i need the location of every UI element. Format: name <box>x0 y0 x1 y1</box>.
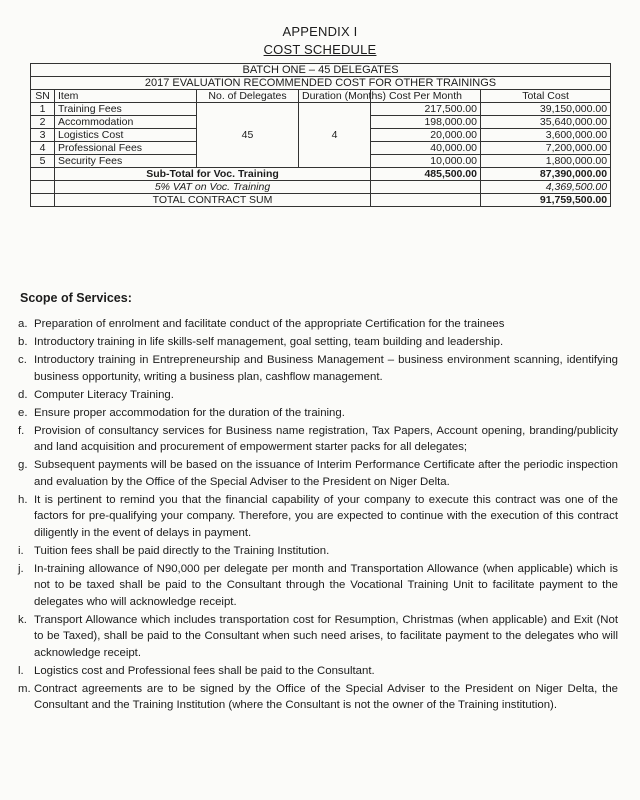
vat-cost-cell <box>371 181 481 194</box>
vat-sn-cell <box>31 181 55 194</box>
header-item: Item <box>55 90 197 103</box>
row-item: Accommodation <box>55 116 197 129</box>
row-sn: 5 <box>31 155 55 168</box>
vat-row <box>31 181 611 194</box>
row-total: 7,200,000.00 <box>481 142 611 155</box>
scope-item <box>18 492 618 542</box>
row-item: Training Fees <box>55 103 197 116</box>
scope-item <box>18 543 618 560</box>
header-row <box>31 90 611 103</box>
cost-schedule-table <box>30 63 611 207</box>
vat-label: 5% VAT on Voc. Training <box>55 181 371 194</box>
table-row <box>31 103 611 116</box>
row-total: 3,600,000.00 <box>481 129 611 142</box>
scope-letter: e. <box>18 406 28 419</box>
scope-letter: k. <box>18 613 27 626</box>
contract-total: 91,759,500.00 <box>481 194 611 207</box>
scope-letter: d. <box>18 388 28 401</box>
scope-text: Ensure proper accommodation for the duration of the training. <box>34 406 345 419</box>
scope-letter: h. <box>18 493 28 506</box>
row-item: Security Fees <box>55 155 197 168</box>
row-sn: 2 <box>31 116 55 129</box>
scope-letter: g. <box>18 459 28 471</box>
scope-text: Introductory training in life skills-self management, goal setting, team building and leadership. <box>34 336 504 348</box>
header-cost-per-month: Cost Per Month <box>371 90 481 103</box>
subtotal-row <box>31 168 611 181</box>
scope-letter: m. <box>18 682 31 695</box>
row-total: 1,800,000.00 <box>481 155 611 168</box>
header-duration: Duration (Months) <box>299 90 371 103</box>
row-cost: 10,000.00 <box>371 155 481 168</box>
appendix-title: APPENDIX I <box>282 24 358 39</box>
scope-text: Computer Literacy Training. <box>34 388 174 401</box>
scope-text: Preparation of enrolment and facilitate conduct of the appropriate Certification for the trainees <box>34 318 505 330</box>
contract-row <box>31 194 611 207</box>
scope-item <box>18 457 618 490</box>
subtotal-cost: 485,500.00 <box>371 168 481 181</box>
scope-letter: a. <box>18 318 28 330</box>
row-sn: 1 <box>31 103 55 116</box>
contract-cost-cell <box>371 194 481 207</box>
scope-text: It is pertinent to remind you that the financial capability of your company to execute this contract was one of the factors for pre-qualifying your company. Therefore, you are expected to continue with the execution of this contract diligently in the event of delays in payment. <box>34 493 618 539</box>
contract-label: TOTAL CONTRACT SUM <box>55 194 371 207</box>
scope-text: Introductory training in Entrepreneurship and Business Management – business environment scanning, identifying business opportunity, writing a business plan, cashflow management. <box>34 354 618 383</box>
scope-letter: f. <box>18 424 25 437</box>
scope-text: Contract agreements are to be signed by the Office of the Special Adviser to the President on Niger Delta, the Consultant and the Training Institution (where the Consultant is not the owner of the Training institution). <box>34 682 618 711</box>
scope-text: In-training allowance of N90,000 per delegate per month and Transportation Allowance (when applicable) which is not to be taxed shall be paid to the Consultant through the Vocational Training Unit to facilitate payment to the delegates who will acknowledge receipt. <box>34 562 618 608</box>
duration-value: 4 <box>299 103 371 168</box>
scope-letter: j. <box>18 562 24 575</box>
scope-item <box>18 681 618 714</box>
batch-row <box>31 64 611 77</box>
subtotal-sn-cell <box>31 168 55 181</box>
scope-text: Transport Allowance which includes transportation cost for Resumption, Christmas (when applicable) and Exit (Not to be Taxed), shall be paid to the Consultant when such need arises, to facilitate payment to the delegates who will acknowledge receipt. <box>34 613 618 659</box>
header-total-cost: Total Cost <box>481 90 611 103</box>
row-item: Professional Fees <box>55 142 197 155</box>
scope-text: Logistics cost and Professional fees shall be paid to the Consultant. <box>34 664 375 677</box>
scope-item <box>18 663 618 680</box>
scope-item <box>18 387 618 404</box>
row-total: 39,150,000.00 <box>481 103 611 116</box>
vat-total: 4,369,500.00 <box>481 181 611 194</box>
scope-item <box>18 334 618 351</box>
scope-title: Scope of Services: <box>20 291 132 305</box>
header-sn: SN <box>31 90 55 103</box>
scope-item <box>18 405 618 422</box>
row-cost: 40,000.00 <box>371 142 481 155</box>
delegates-value: 45 <box>197 103 299 168</box>
contract-sn-cell <box>31 194 55 207</box>
scope-text: Subsequent payments will be based on the issuance of Interim Performance Certificate after the periodic inspection and evaluation by the Office of the Special Adviser to the President on Niger Delta. <box>34 459 618 488</box>
row-item: Logistics Cost <box>55 129 197 142</box>
cost-schedule-heading: COST SCHEDULE <box>263 42 377 57</box>
scope-text: Tuition fees shall be paid directly to the Training Institution. <box>34 544 330 557</box>
scope-item <box>18 423 618 456</box>
scope-item <box>18 352 618 385</box>
scope-item <box>18 612 618 662</box>
scope-letter: l. <box>18 664 24 677</box>
scope-list <box>18 316 618 715</box>
subtitle-row <box>31 77 611 90</box>
subtotal-total: 87,390,000.00 <box>481 168 611 181</box>
row-cost: 20,000.00 <box>371 129 481 142</box>
scope-letter: i. <box>18 544 24 557</box>
header-delegates: No. of Delegates <box>197 90 299 103</box>
scope-item <box>18 561 618 611</box>
row-cost: 198,000.00 <box>371 116 481 129</box>
row-total: 35,640,000.00 <box>481 116 611 129</box>
table-subtitle: 2017 EVALUATION RECOMMENDED COST FOR OTHER TRAININGS <box>31 77 611 90</box>
batch-label: BATCH ONE – 45 DELEGATES <box>31 64 611 77</box>
scope-item <box>18 316 618 333</box>
row-sn: 4 <box>31 142 55 155</box>
scope-letter: c. <box>18 354 27 366</box>
row-sn: 3 <box>31 129 55 142</box>
scope-letter: b. <box>18 336 28 348</box>
scope-text: Provision of consultancy services for Business name registration, Tax Papers, Account opening, branding/publicity and land acquisition and procurement of empowerment starter packs for all delegates; <box>34 424 618 453</box>
subtotal-label: Sub-Total for Voc. Training <box>55 168 371 181</box>
row-cost: 217,500.00 <box>371 103 481 116</box>
